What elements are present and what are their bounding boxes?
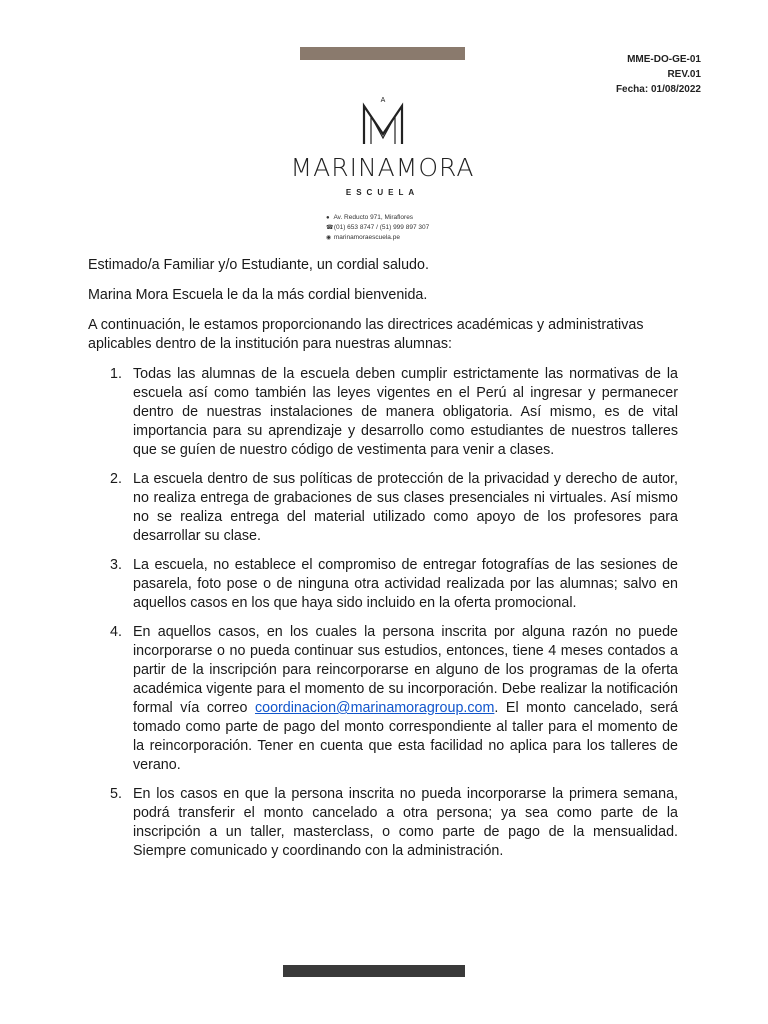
footer-decorative-bar [283, 965, 465, 977]
list-item [88, 470, 678, 546]
list-item [88, 365, 678, 460]
list-item-text-after-email: . El monto cancelado, será tomado como parte de pago del monto correspondiente al taller para el momento de la reincorporación. Tener en cuenta que esta facilidad no aplica para los talleres de verano. [133, 700, 678, 773]
letter-body [88, 256, 678, 871]
welcome-line: Marina Mora Escuela le da la más cordial bienvenida. [88, 287, 428, 303]
list-item-text-before-email: En aquellos casos, en los cuales la persona inscrita por alguna razón no puede incorporarse o no pueda continuar sus estudios, entonces, tiene 4 meses contados a partir de la inscripción para reincorporarse en alguno de los programas de la oferta académica vigente para el momento de su incorporación. Debe realizar la notificación formal vía correo [133, 624, 678, 716]
logo-monogram-icon [360, 94, 406, 146]
document-code: MME-DO-GE-01 [627, 54, 701, 65]
coordination-email-link[interactable]: coordinacion@marinamoragroup.com [254, 700, 495, 716]
contact-social: marinamoraescuela.pe [333, 234, 400, 241]
list-item [88, 556, 678, 613]
list-item-text: La escuela dentro de sus políticas de protección de la privacidad y derecho de autor, no realiza entrega de grabaciones de sus clases presenciales ni virtuales. Así mismo no se realiza entrega del material utilizado como apoyo de los profesores para desarrollar su clase. [133, 471, 678, 544]
list-item [88, 623, 678, 775]
phone-icon: ☎ [326, 225, 334, 231]
contact-phone: (01) 653 8747 / (51) 999 897 307 [333, 224, 430, 231]
list-item-text: En los casos en que la persona inscrita no pueda incorporarse la primera semana, podrá transferir el monto cancelado a otra persona; ya sea como parte de la inscripción a un taller, masterclass, o como parte de pago de la mensualidad. Siempre comunicado y coordinando con la administración. [133, 786, 678, 859]
contact-social-row [326, 233, 429, 243]
list-item-number: 4. [110, 624, 122, 640]
brand-name: MARINAMORA [290, 153, 475, 182]
list-item-text: La escuela, no establece el compromiso de entregar fotografías de las sesiones de pasarela, foto pose o de ninguna otra actividad realizada por las alumnas; salvo en aquellos casos en los que haya sido incluido en la oferta promocional. [133, 557, 678, 611]
contact-phone-row [326, 223, 429, 233]
guidelines-list [88, 365, 678, 861]
list-item-number: 1. [110, 366, 122, 382]
school-logo [290, 94, 475, 197]
list-item-number: 3. [110, 557, 122, 573]
list-item [88, 785, 678, 861]
logo-accent-letter: A [380, 97, 385, 104]
header-decorative-bar [300, 47, 465, 60]
intro-paragraph: A continuación, le estamos proporcionando las directrices académicas y administrativas aplicables dentro de la institución para nuestras alumnas: [88, 317, 644, 352]
brand-subtitle: ESCUELA [345, 188, 420, 197]
contact-address: Av. Reducto 971, Miraflores [333, 214, 414, 221]
list-item-text: Todas las alumnas de la escuela deben cumplir estrictamente las normativas de la escuela así como también las leyes vigentes en el Perú al ingresar y permanecer dentro de nuestras instalaciones de manera obligatoria. Así mismo, es de vital importancia para su aprendizaje y desarrollo como estudiantes de nuestros talleres que se guíen de nuestro código de vestimenta para venir a clases. [133, 366, 678, 458]
document-date: Fecha: 01/08/2022 [615, 84, 701, 95]
greeting: Estimado/a Familiar y/o Estudiante, un cordial saludo. [88, 257, 429, 273]
list-item-number: 2. [110, 471, 122, 487]
location-pin-icon: ● [326, 215, 330, 221]
contact-address-row [326, 213, 429, 223]
document-revision: REV.01 [667, 69, 701, 80]
document-metadata [616, 52, 701, 97]
instagram-icon: ◉ [326, 235, 332, 241]
list-item-number: 5. [110, 786, 122, 802]
contact-info [326, 213, 429, 243]
